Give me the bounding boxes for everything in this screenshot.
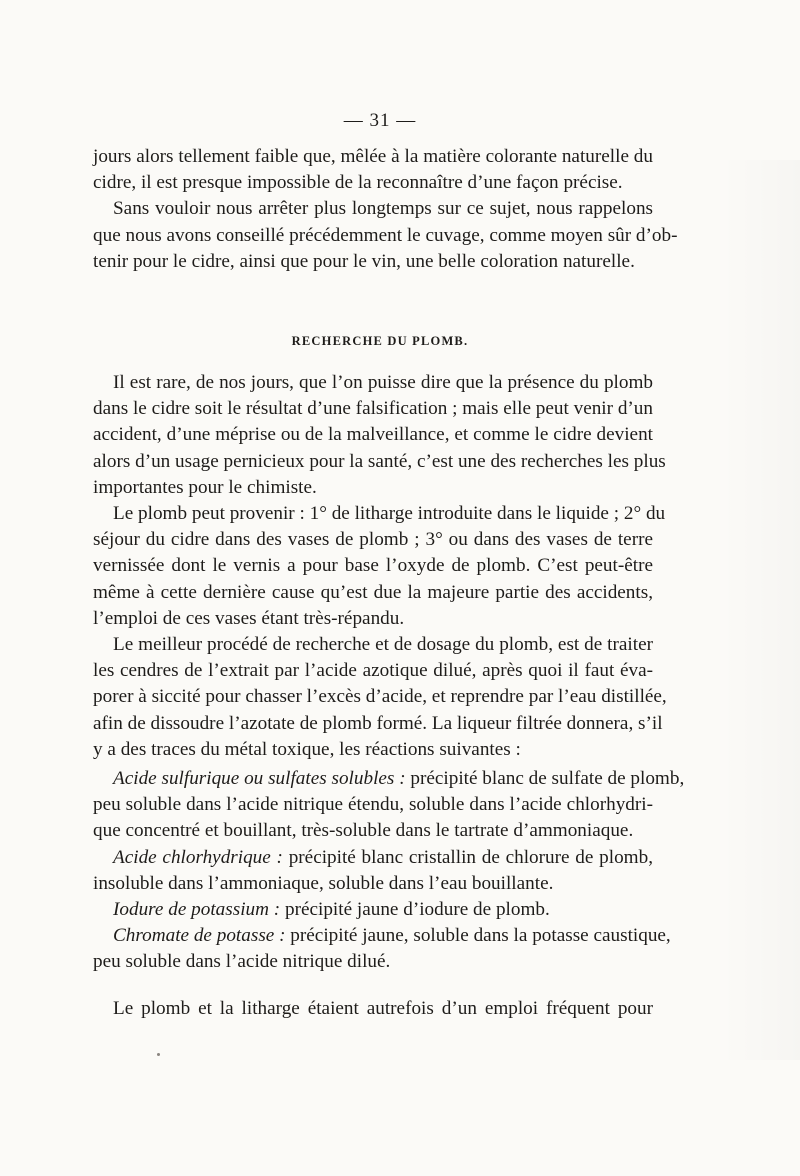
text-line (93, 580, 653, 606)
text-line (93, 249, 653, 275)
line-text: afin de dissoudre l’azotate de plomb formé. La liqueur filtrée donnera, s’il (93, 712, 663, 734)
line-text: cidre, il est presque impossible de la reconnaître d’une façon précise. (93, 172, 623, 194)
text-line (93, 449, 666, 475)
text-line (93, 737, 653, 763)
paragraph (93, 144, 653, 196)
paragraph (93, 766, 685, 845)
text-block-lead-search (93, 370, 667, 763)
line-text: précipité jaune d’iodure de plomb. (280, 899, 550, 921)
text-line (93, 897, 653, 923)
text-line (93, 766, 685, 792)
line-text: insoluble dans l’ammoniaque, soluble dans l’eau bouillante. (93, 872, 554, 894)
line-text: peu soluble dans l’acide nitrique étendu, soluble dans l’acide chlorhydri- (93, 794, 653, 816)
paragraph (93, 632, 667, 763)
text-line (93, 475, 653, 501)
line-text: jours alors tellement faible que, mêlée à la matière colorante naturelle du (93, 146, 653, 167)
text-line (93, 818, 653, 844)
line-text: tenir pour le cidre, ainsi que pour le vin, une belle coloration naturelle. (93, 250, 635, 272)
line-text: les cendres de l’extrait par l’acide azotique dilué, après quoi il faut éva- (93, 660, 653, 682)
show-through-shadow (720, 160, 800, 1060)
text-line (93, 792, 653, 818)
paragraph (93, 996, 653, 1022)
line-text: Le meilleur procédé de recherche et de dosage du plomb, est de traiter (113, 634, 653, 656)
text-line (93, 501, 666, 527)
ink-speck (157, 1053, 160, 1056)
line-text: précipité blanc de sulfate de plomb, (405, 768, 685, 789)
text-block-intro (93, 144, 678, 275)
line-text: vernissée dont le vernis a pour base l’oxyde de plomb. C’est peut-être (93, 555, 653, 577)
text-line (93, 553, 653, 579)
text-line (93, 144, 653, 170)
text-block-closing (93, 996, 653, 1022)
paragraph (93, 923, 671, 975)
line-text: précipité jaune, soluble dans la potasse caustique, (285, 925, 671, 947)
text-line (93, 658, 653, 684)
line-text: Sans vouloir nous arrêter plus longtemps sur ce sujet, nous rappelons (113, 198, 653, 220)
line-text: Le plomb peut provenir : 1° de litharge introduite dans le liquide ; 2° du (113, 503, 666, 525)
text-line (93, 996, 653, 1022)
paragraph (93, 897, 653, 923)
text-line (93, 370, 653, 396)
line-text: que nous avons conseillé précédemment le cuvage, comme moyen sûr d’ob- (93, 224, 678, 246)
line-text: alors d’un usage pernicieux pour la santé, c’est une des recherches les plus (93, 450, 666, 472)
paragraph (93, 501, 666, 632)
line-text: y a des traces du métal toxique, les réactions suivantes : (93, 738, 521, 760)
line-text: dans le cidre soit le résultat d’une falsification ; mais elle peut venir d’un (93, 398, 653, 420)
line-text: séjour du cidre dans des vases de plomb ; 3° ou dans des vases de terre (93, 529, 653, 551)
paragraph (93, 370, 666, 501)
reagent-name: Acide chlorhydrique : (113, 846, 283, 868)
text-line (93, 845, 653, 871)
text-block-reactions (93, 766, 685, 976)
reagent-name: Acide sulfurique ou sulfates solubles : (113, 768, 406, 789)
line-text: peu soluble dans l’acide nitrique dilué. (93, 951, 391, 973)
text-line (93, 606, 653, 632)
text-line (93, 527, 653, 553)
line-text: l’emploi de ces vases étant très-répandu. (93, 607, 405, 629)
line-text: précipité blanc cristallin de chlorure de plomb, (282, 846, 653, 868)
line-text: importantes pour le chimiste. (93, 476, 317, 498)
paragraph (93, 845, 653, 897)
page-number: — 31 — (343, 110, 417, 131)
reagent-name: Chromate de potasse : (113, 925, 286, 947)
text-line (93, 422, 653, 448)
line-text: Il est rare, de nos jours, que l’on puisse dire que la présence du plomb (113, 372, 653, 393)
paragraph (93, 196, 678, 275)
line-text: même à cette dernière cause qu’est due la majeure partie des accidents, (93, 581, 653, 603)
reagent-name: Iodure de potassium : (113, 899, 281, 921)
text-line (93, 711, 663, 737)
text-line (93, 949, 653, 975)
line-text: Le plomb et la litharge étaient autrefois d’un emploi fréquent pour (113, 998, 653, 1019)
text-line (93, 396, 653, 422)
section-heading: RECHERCHE DU PLOMB. (291, 334, 469, 348)
line-text: porer à siccité pour chasser l’excès d’acide, et reprendre par l’eau distillée, (93, 686, 667, 708)
text-line (93, 684, 667, 710)
text-line (93, 170, 653, 196)
text-line (93, 632, 653, 658)
line-text: accident, d’une méprise ou de la malveillance, et comme le cidre devient (93, 424, 653, 446)
text-line (93, 923, 671, 949)
text-line (93, 196, 653, 222)
text-line (93, 223, 678, 249)
line-text: que concentré et bouillant, très-soluble dans le tartrate d’ammoniaque. (93, 820, 634, 842)
text-line (93, 871, 653, 897)
